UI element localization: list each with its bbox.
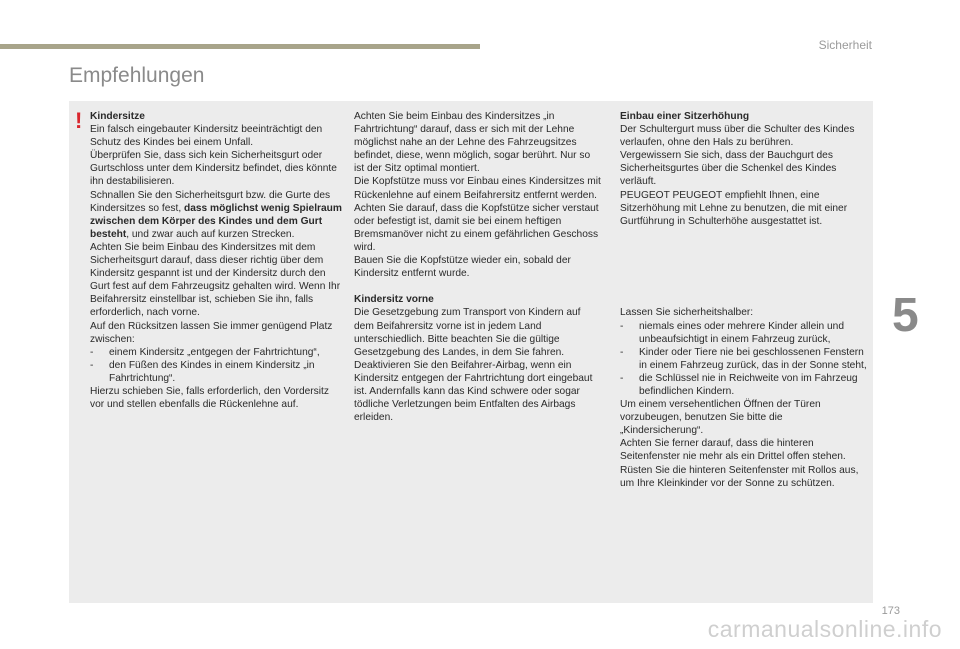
list-item: - niemals eines oder mehrere Kinder allein und unbeaufsichtigt in einem Fahrzeug zurück, [620, 320, 868, 346]
paragraph: PEUGEOT PEUGEOT empfiehlt Ihnen, eine Sitzerhöhung mit Lehne zu benutzen, die mit einer Gurtführung in Schulterhöhe ausgestattet ist. [620, 189, 848, 227]
list-item: - einem Kindersitz „entgegen der Fahrtrichtung“, [90, 346, 320, 358]
list-item-text: die Schlüssel nie in Reichweite von im Fahrzeug befindlichen Kindern. [639, 372, 858, 397]
column-2 [354, 110, 602, 424]
list-item-text: einem Kindersitz „entgegen der Fahrtrichtung“, [109, 346, 320, 358]
heading-sitzerhoehung: Einbau einer Sitzerhöhung [620, 111, 750, 122]
paragraph: Achten Sie ferner darauf, dass die hinteren Seitenfenster nie mehr als ein Drittel offen stehen. [620, 438, 846, 463]
paragraph: Achten Sie darauf, dass die Kopfstütze sicher verstaut oder befestigt ist, damit sie bei einem heftigen Bremsmanöver nicht zu einem gefährlichen Geschoss wird. [354, 202, 599, 253]
paragraph: Lassen Sie sicherheitshalber: [620, 307, 754, 319]
column-3 [620, 110, 868, 490]
paragraph [90, 189, 342, 241]
bold-text: dass möglichst wenig Spielraum zwischen dem Körper des Kindes und dem Gurt besteht [90, 202, 342, 240]
list-item-text: Kinder oder Tiere nie bei geschlossenen Fenstern in einem Fahrzeug zurück, das in der Sonne steht, [639, 346, 867, 371]
paragraph: Rüsten Sie die hinteren Seitenfenster mit Rollos aus, um Ihre Kleinkinder vor der Sonne zu schützen. [620, 464, 859, 489]
paragraph: Der Schultergurt muss über die Schulter des Kindes verlaufen, ohne den Hals zu berühren. [620, 124, 855, 149]
paragraph: Vergewissern Sie sich, dass der Bauchgurt des Sicherheitsgurtes über die Schenkel des Kindes verläuft. [620, 150, 837, 188]
paragraph: Auf den Rücksitzen lassen Sie immer genügend Platz zwischen: [90, 320, 333, 345]
list-item: - die Schlüssel nie in Reichweite von im Fahrzeug befindlichen Kindern. [620, 372, 868, 398]
text-span: , und zwar auch auf kurzen Strecken. [126, 228, 295, 240]
page-heading: Empfehlungen [69, 64, 205, 87]
paragraph: Ein falsch eingebauter Kindersitz beeinträchtigt den Schutz des Kindes bei einem Unfall. [90, 124, 323, 149]
paragraph: Um einem versehentlichen Öffnen der Türen vorzubeugen, benutzen Sie bitte die „Kindersicherung“. [620, 399, 821, 437]
section-title: Sicherheit [818, 38, 872, 52]
header-accent-bar [0, 44, 480, 49]
heading-kindersitze: Kindersitze [90, 111, 145, 122]
paragraph: Die Kopfstütze muss vor Einbau eines Kindersitzes mit Rückenlehne auf einem Beifahrersitz entfernt werden. [354, 176, 601, 201]
list-item: - Kinder oder Tiere nie bei geschlossenen Fenstern in einem Fahrzeug zurück, das in der Sonne steht, [620, 346, 867, 371]
paragraph: Die Gesetzgebung zum Transport von Kindern auf dem Beifahrersitz vorne ist in jedem Land unterschiedlich. Bitte beachten Sie die gültige Gesetzgebung des Landes, in dem Sie fahren. [354, 307, 581, 358]
heading-kindersitz-vorne: Kindersitz vorne [354, 294, 434, 306]
paragraph: Deaktivieren Sie den Beifahrer-Airbag, wenn ein Kindersitz entgegen der Fahrtrichtung dort eingebaut ist. Andernfalls kann das Kind schwere oder sogar tödliche Verletzungen beim Entfalten des Airbags erleiden. [354, 359, 593, 424]
list-item-text: niemals eines oder mehrere Kinder allein und unbeaufsichtigt in einem Fahrzeug zurück, [639, 320, 844, 345]
list-item: - den Füßen des Kindes in einem Kindersitz „in Fahrtrichtung“. [90, 359, 342, 385]
text-span: Schnallen Sie den Sicherheitsgurt bzw. die Gurte des Kindersitzes so fest, [90, 189, 331, 214]
list-item-text: den Füßen des Kindes in einem Kindersitz „in Fahrtrichtung“. [109, 359, 315, 384]
watermark: carmanualsonline.info [707, 616, 942, 642]
paragraph: Bauen Sie die Kopfstütze wieder ein, sobald der Kindersitz entfernt wurde. [354, 255, 571, 280]
chapter-number: 5 [892, 289, 919, 342]
warning-icon: ! [75, 108, 83, 133]
paragraph: Hierzu schieben Sie, falls erforderlich, den Vordersitz vor und stellen ebenfalls die Rückenlehne auf. [90, 385, 329, 411]
paragraph: Achten Sie beim Einbau des Kindersitzes mit dem Sicherheitsgurt darauf, dass dieser richtig über dem Kindersitz gespannt ist und der Kindersitz durch den Gurt fest auf dem Fahrzeugsitz gehalten wird. Wenn Ihr Beifahrersitz einstellbar ist, schieben Sie ihn, falls erforderlich, nach vorne. [90, 241, 341, 319]
column-1 [90, 110, 342, 411]
page-number: 173 [881, 605, 900, 617]
paragraph: Achten Sie beim Einbau des Kindersitzes „in Fahrtrichtung“ darauf, dass er sich mit der Lehne möglichst nahe an der Lehne des Fahrzeugsitzes befindet, diese, wenn möglich, sogar berührt. Nur so ist der Sitz optimal montiert. [354, 111, 591, 175]
paragraph: Überprüfen Sie, dass sich kein Sicherheitsgurt oder Gurtschloss unter dem Kindersitz befindet, dies könnte ihn destabilisieren. [90, 150, 337, 188]
